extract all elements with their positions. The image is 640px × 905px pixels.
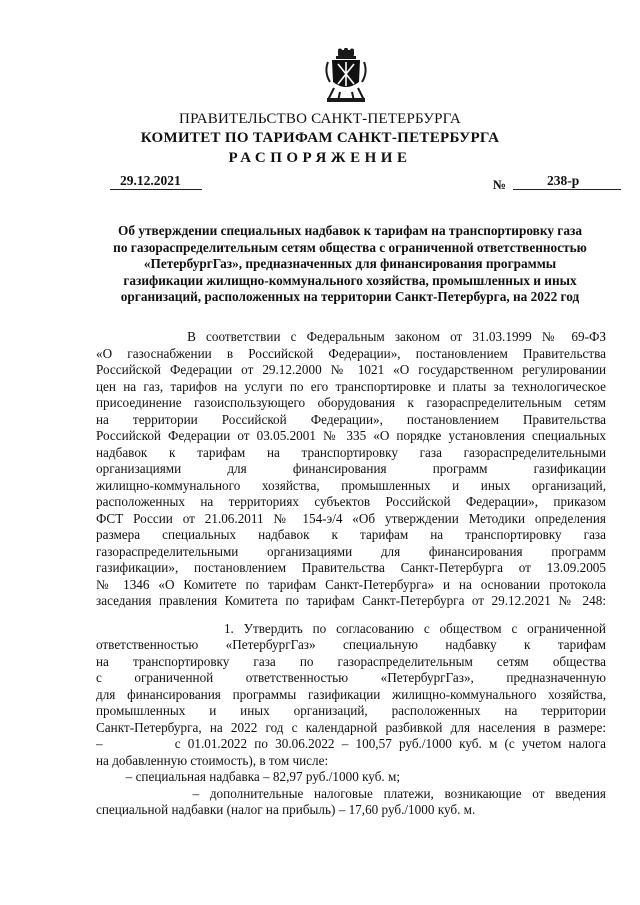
text-line: на транспортировку газа по газораспределительным сетям общества [96, 653, 606, 669]
preamble-paragraph [96, 329, 606, 610]
document-type: РАСПОРЯЖЕНИЕ [228, 150, 412, 166]
text-line: организациями для финансирования программ газификации [96, 461, 606, 476]
text-line: газораспределительными организациями для финансирования программ [96, 543, 606, 559]
title-line: газификации жилищно-коммунального хозяйства, промышленных и иных [123, 272, 577, 288]
text-line: размера специальных надбавок к тарифам на транспортировку газа [96, 527, 606, 542]
text-line: Российской Федерации от 29.12.2000 № 1021 «О государственном регулировании [96, 362, 606, 377]
text-line: для финансирования программы газификации жилищно-коммунального хозяйства, [96, 686, 606, 702]
document-title [90, 223, 610, 306]
text-line: специальной надбавки (налог на прибыль) – 17,60 руб./1000 куб. м. [96, 802, 476, 817]
paragraph-gap [96, 610, 606, 621]
text-line: В соответствии с Федеральным законом от 31.03.1999 № 69-ФЗ [96, 329, 606, 344]
text-line: – с 01.01.2022 по 30.06.2022 – 100,57 руб./1000 куб. м (с учетом налога [96, 736, 606, 751]
title-line: «ПетербургГаз», предназначенных для финансирования программы [143, 256, 557, 272]
text-line: с ограниченной ответственностью «ПетербургГаз», предназначенную [96, 670, 606, 685]
number-underline [513, 189, 621, 190]
title-line: Об утверждении специальных надбавок к тарифам на транспортировку газа [118, 223, 582, 238]
title-line: организаций, расположенных на территории Санкт-Петербурга, на 2022 год [120, 289, 580, 305]
text-line: «О газоснабжении в Российской Федерации», постановлением Правительства [96, 345, 606, 361]
text-line: расположенных на территориях субъектов Российской Федерации», приказом [96, 494, 606, 509]
committee-name: КОМИТЕТ ПО ТАРИФАМ САНКТ-ПЕТЕРБУРГА [140, 130, 500, 146]
item-1-paragraph [96, 621, 606, 819]
text-line: газификации», постановлением Правительства Санкт-Петербурга от 13.09.2005 [96, 560, 606, 575]
st-petersburg-coat-of-arms-icon [322, 48, 370, 104]
text-line: – дополнительные налоговые платежи, возникающие от введения [96, 785, 606, 801]
text-line: ФСТ России от 21.06.2011 № 154-э/4 «Об утверждении Методики определения [96, 510, 606, 526]
text-line: ответственностью «ПетербургГаз» специальную надбавку к тарифам [96, 637, 606, 652]
document-body [96, 329, 606, 819]
document-number: 238-р [547, 173, 580, 188]
document-date: 29.12.2021 [120, 173, 181, 188]
text-line: 1. Утвердить по согласованию с обществом с ограниченной [96, 620, 606, 636]
text-line: Российской Федерации от 03.05.2001 № 335 «О порядке установления специальных [96, 428, 606, 443]
text-line: надбавок к тарифам на транспортировку газа газораспределительными [96, 444, 606, 460]
text-line: Санкт-Петербурга, на 2022 год с календарной разбивкой для населения в размере: [96, 719, 606, 735]
text-line: на территории Российской Федерации», постановлением Правительства [96, 411, 606, 427]
text-line: промышленных и иных организаций, расположенных на территории [96, 703, 606, 718]
text-line: заседания правления Комитета по тарифам Санкт-Петербурга от 29.12.2021 № 248: [96, 593, 606, 608]
text-line: цен на газ, тарифов на услуги по его транспортировке и платы за технологическое [96, 378, 606, 394]
text-line: жилищно-коммунального хозяйства, промышленных и иных организаций, [96, 477, 606, 493]
text-line: на добавленную стоимость), в том числе: [96, 752, 329, 768]
text-line: присоединение газоиспользующего оборудования к газораспределительным сетям [96, 395, 606, 410]
number-sign: № [493, 177, 507, 192]
title-line: по газораспределительным сетям общества с ограниченной ответственностью [113, 239, 587, 255]
text-line: № 1346 «О Комитете по тарифам Санкт-Петербурга» и на основании протокола [96, 576, 606, 592]
text-line: – специальная надбавка – 82,97 руб./1000 куб. м; [96, 769, 401, 784]
government-name: ПРАВИТЕЛЬСТВО САНКТ-ПЕТЕРБУРГА [179, 111, 461, 127]
date-underline [110, 189, 202, 190]
